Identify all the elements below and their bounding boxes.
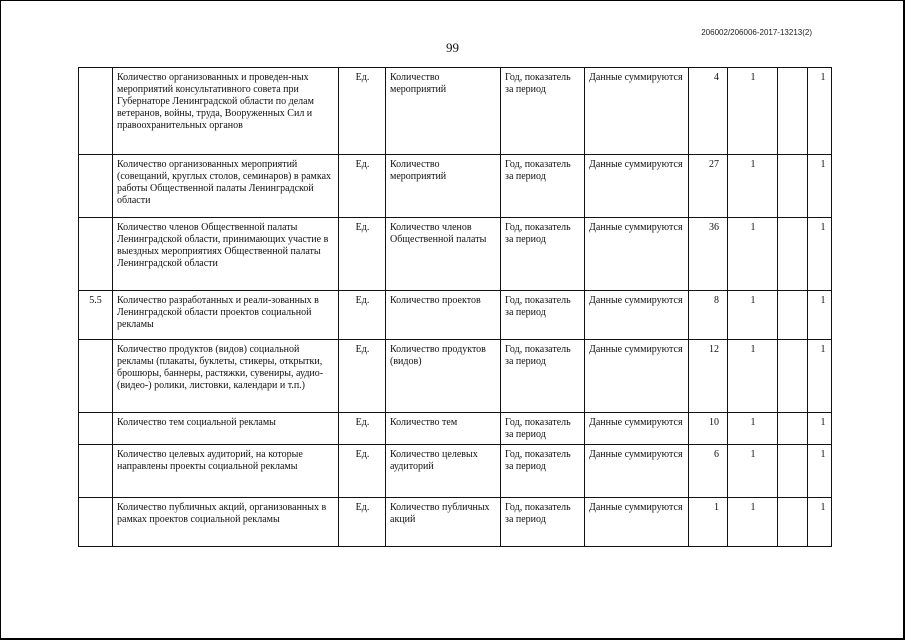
period-type: Год, показатель за период (501, 413, 585, 445)
period-type: Год, показатель за период (501, 68, 585, 155)
indicator-name: Количество организованных и проведен-ных мероприятий консультативного совета при Губернаторе Ленинградской области по делам ветеранов, войны, труда, Вооруженных Сил и правоохранительных органов (113, 68, 339, 155)
coefficient-cell: 1 (808, 498, 832, 547)
empty-cell (778, 445, 808, 498)
indicator-value: 36 (689, 218, 728, 291)
indicator-name: Количество тем социальной рекламы (113, 413, 339, 445)
calculation-method: Данные суммируются (585, 291, 689, 340)
empty-cell (778, 413, 808, 445)
measured-value-name: Количество мероприятий (386, 155, 501, 218)
table-row (79, 218, 832, 291)
unit-of-measure: Ед. (339, 218, 386, 291)
calculation-method: Данные суммируются (585, 68, 689, 155)
coefficient-cell: 1 (808, 445, 832, 498)
unit-of-measure: Ед. (339, 68, 386, 155)
row-number (79, 155, 113, 218)
empty-cell (778, 340, 808, 413)
table-row (79, 340, 832, 413)
measured-value-name: Количество публичных акций (386, 498, 501, 547)
row-number (79, 445, 113, 498)
indicator-value: 6 (689, 445, 728, 498)
row-number (79, 218, 113, 291)
calculation-method: Данные суммируются (585, 413, 689, 445)
unit-of-measure: Ед. (339, 498, 386, 547)
coefficient-cell: 1 (808, 340, 832, 413)
row-number (79, 68, 113, 155)
scan-edge-top (0, 0, 905, 1)
measured-value-name: Количество членов Общественной палаты (386, 218, 501, 291)
calculation-method: Данные суммируются (585, 445, 689, 498)
period-type: Год, показатель за период (501, 445, 585, 498)
period-type: Год, показатель за период (501, 291, 585, 340)
indicator-value: 8 (689, 291, 728, 340)
unit-of-measure: Ед. (339, 155, 386, 218)
coefficient-cell: 1 (728, 291, 778, 340)
calculation-method: Данные суммируются (585, 498, 689, 547)
coefficient-cell: 1 (728, 155, 778, 218)
unit-of-measure: Ед. (339, 291, 386, 340)
table-body (79, 68, 832, 547)
table-row (79, 155, 832, 218)
table-row (79, 413, 832, 445)
indicator-value: 27 (689, 155, 728, 218)
measured-value-name: Количество тем (386, 413, 501, 445)
coefficient-cell: 1 (808, 155, 832, 218)
indicators-table (78, 67, 832, 547)
measured-value-name: Количество проектов (386, 291, 501, 340)
measured-value-name: Количество продуктов (видов) (386, 340, 501, 413)
unit-of-measure: Ед. (339, 445, 386, 498)
indicator-value: 4 (689, 68, 728, 155)
row-number: 5.5 (79, 291, 113, 340)
coefficient-cell: 1 (728, 445, 778, 498)
coefficient-cell: 1 (728, 413, 778, 445)
row-number (79, 340, 113, 413)
period-type: Год, показатель за период (501, 340, 585, 413)
period-type: Год, показатель за период (501, 498, 585, 547)
row-number (79, 498, 113, 547)
empty-cell (778, 218, 808, 291)
calculation-method: Данные суммируются (585, 155, 689, 218)
indicator-name: Количество целевых аудиторий, на которые направлены проекты социальной рекламы (113, 445, 339, 498)
indicator-name: Количество публичных акций, организованных в рамках проектов социальной рекламы (113, 498, 339, 547)
indicator-name: Количество членов Общественной палаты Ленинградской области, принимающих участие в выездных мероприятиях Общественной палаты Ленинградской области (113, 218, 339, 291)
empty-cell (778, 68, 808, 155)
indicator-name: Количество организованных мероприятий (совещаний, круглых столов, семинаров) в рамках работы Общественной палаты Ленинградской области (113, 155, 339, 218)
indicator-name: Количество разработанных и реали-зованных в Ленинградской области проектов социальной рекламы (113, 291, 339, 340)
row-number (79, 413, 113, 445)
coefficient-cell: 1 (728, 340, 778, 413)
measured-value-name: Количество целевых аудиторий (386, 445, 501, 498)
calculation-method: Данные суммируются (585, 218, 689, 291)
table-row (79, 498, 832, 547)
coefficient-cell: 1 (808, 218, 832, 291)
measured-value-name: Количество мероприятий (386, 68, 501, 155)
unit-of-measure: Ед. (339, 340, 386, 413)
document-id: 206002/206006-2017-13213(2) (701, 28, 812, 37)
period-type: Год, показатель за период (501, 155, 585, 218)
scan-edge-left (0, 0, 1, 640)
coefficient-cell: 1 (728, 218, 778, 291)
table-row (79, 291, 832, 340)
coefficient-cell: 1 (808, 413, 832, 445)
table-row (79, 445, 832, 498)
coefficient-cell: 1 (808, 291, 832, 340)
coefficient-cell: 1 (808, 68, 832, 155)
indicator-value: 1 (689, 498, 728, 547)
coefficient-cell: 1 (728, 68, 778, 155)
indicator-name: Количество продуктов (видов) социальной рекламы (плакаты, буклеты, стикеры, открытки, брошюры, баннеры, растяжки, сувениры, аудио- (видео-) ролики, листовки, календари и т.п.) (113, 340, 339, 413)
empty-cell (778, 498, 808, 547)
period-type: Год, показатель за период (501, 218, 585, 291)
coefficient-cell: 1 (728, 498, 778, 547)
unit-of-measure: Ед. (339, 413, 386, 445)
table-row (79, 68, 832, 155)
calculation-method: Данные суммируются (585, 340, 689, 413)
empty-cell (778, 155, 808, 218)
indicator-value: 10 (689, 413, 728, 445)
page-number: 99 (446, 40, 459, 55)
indicator-value: 12 (689, 340, 728, 413)
empty-cell (778, 291, 808, 340)
